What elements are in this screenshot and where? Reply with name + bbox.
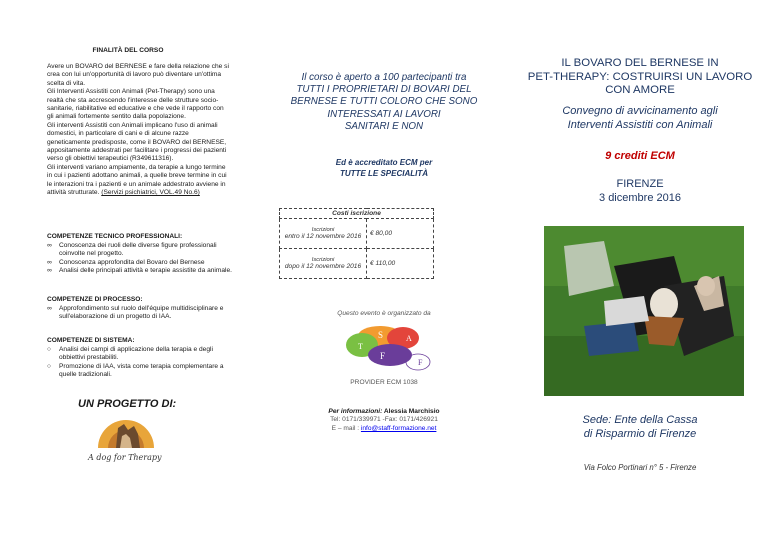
fees-header: Costi iscrizione (280, 209, 434, 219)
ecm-text (256, 157, 512, 179)
intro-text (47, 63, 234, 198)
list-item (47, 267, 237, 275)
dog-photo-image (544, 226, 744, 396)
system-list (47, 346, 237, 379)
fee-price: € 110,00 (367, 249, 434, 279)
intro-line: Avere un BOVARO del BERNESE e fare della relazione che si (47, 63, 229, 70)
participants-lines (256, 72, 512, 133)
intro-line: in cui i pazienti adottano animali, a quelle breve termine in cui (47, 172, 227, 180)
list-item-text: Promozione di IAA, vista come terapia complementare a quelle tradizionali. (59, 362, 224, 378)
city: FIRENZE (616, 178, 664, 190)
intro-line: geneticamente predisposte, come il BOVARO del BERNESE, (47, 138, 227, 146)
participants-line: Il corso è aperto a 100 partecipanti tra (301, 72, 467, 83)
list-item-text: Conoscenza dei ruoli delle diverse figure professionali coinvolte nel progetto. (59, 242, 217, 258)
venue-line: di Risparmio di Firenze (583, 427, 697, 440)
list-item (47, 305, 237, 322)
process-title: COMPETENZE DI PROCESSO: (47, 296, 143, 303)
participants-line: INTERESSATI AI LAVORI (327, 108, 441, 120)
event-subtitle (512, 105, 768, 132)
intro-line: crea con lui un'opportunità di lavoro può diventare un'ottima (47, 71, 222, 79)
course-aims-title: FINALITÀ DEL CORSO (92, 47, 164, 54)
list-item (47, 363, 237, 380)
participants-text (256, 72, 512, 133)
project-label: UN PROGETTO DI: (78, 398, 177, 410)
venue (512, 414, 768, 441)
intro-line: gli animali fortemente sentito dalla popolazione. (47, 113, 186, 121)
info-label: Per informazioni: (328, 408, 383, 415)
intro-line: sanitarie, riabilitative ed educative e che vede il rapporto con (47, 105, 224, 113)
organized-by: Questo evento è organizzato da (337, 310, 431, 317)
participants-line: SANITARI E NON (344, 120, 424, 132)
logo-letter: F (418, 358, 423, 367)
bullet-icon: ∞ (47, 242, 52, 249)
list-item-text: Approfondimento sul ruolo dell'équipe multidisciplinare e sull'elaborazione di un progetto di IAA. (59, 305, 224, 321)
tech-list (47, 242, 237, 275)
participants-line: TUTTI I PROPRIETARI DI BOVARI DEL (296, 84, 472, 96)
intro-lines (47, 63, 234, 198)
intro-line: domestici, in particolare di cani e di alcune razze (47, 130, 189, 138)
logo-letter: A (406, 334, 412, 343)
intro-line: Gli interventi Assistiti con Animali implicano l'uso di animali (47, 121, 218, 129)
title-line: PET-THERAPY: COSTRUIRSI UN LAVORO (527, 70, 753, 83)
title-lines (512, 57, 768, 98)
logo-letter: F (380, 351, 386, 361)
email-line (256, 425, 512, 433)
bullet-icon: ∞ (47, 305, 52, 312)
participants-line: BERNESE E TUTTI COLORO CHE SONO (290, 96, 478, 108)
bullet-icon: ∞ (47, 258, 52, 266)
subtitle-line: Convegno di avvicinamento agli (562, 105, 718, 117)
fee-label-top: Iscrizioni (311, 227, 335, 233)
title-line: IL BOVARO DEL BERNESE IN (561, 57, 719, 69)
fee-label: dopo il 12 novembre 2016 (284, 263, 362, 270)
intro-line: realtà che sta accrescendo l'interesse delle strutture socio- (47, 96, 219, 104)
logo-text: A dog for Therapy (88, 453, 162, 462)
dog-logo-icon (94, 410, 158, 450)
staff-logo-icon (340, 323, 440, 371)
subtitle-lines (512, 105, 768, 132)
fee-label: entro il 12 novembre 2016 (284, 233, 362, 240)
intro-reference: (Servizi psichiatrici, VOL.49 No.6) (101, 189, 200, 197)
venue-line: Sede: Ente della Cassa (582, 414, 698, 426)
fee-price: € 80,00 (367, 219, 434, 249)
list-item-text: Analisi delle principali attività e terapie assistite da animale. (59, 266, 232, 274)
email-label: E – mail : (331, 424, 361, 432)
fee-row (280, 249, 434, 279)
contact-block (256, 408, 512, 433)
intro-line: scelta di vita. (47, 79, 86, 87)
phone: Tel: 0171/339971 -Fax: 0171/426921 (330, 416, 438, 424)
bullet-icon: ○ (47, 362, 51, 370)
intro-line: Gli interventi variano ampiamente, da terapie a lungo termine (47, 163, 226, 171)
fee-label-cell (280, 219, 367, 249)
process-list (47, 305, 237, 322)
intro-line: Gli Interventi Assistiti con Animali (Pet-Therapy) sono una (47, 88, 215, 96)
venue-lines (512, 414, 768, 441)
system-title: COMPETENZE DI SISTEMA: (47, 337, 135, 344)
title-line: CON AMORE (605, 84, 675, 96)
fee-label-top: Iscrizioni (311, 257, 335, 263)
logo-letter: S (378, 330, 384, 340)
intro-line: le interazioni tra i pazienti e un animale addestrato avviene in (47, 180, 226, 188)
list-item (47, 259, 237, 267)
logo-letter: T (358, 342, 363, 351)
bullet-icon: ○ (47, 346, 51, 353)
subtitle-line: Interventi Assistiti con Animali (567, 118, 713, 131)
list-item (47, 242, 237, 259)
intro-line: appositamente addestrati per facilitare i progressi dei pazienti (47, 147, 227, 155)
dog-photo (544, 226, 744, 396)
fee-label-cell (280, 249, 367, 279)
fee-row (280, 219, 434, 249)
list-item-text: Conoscenza approfondita del Bovaro del Bernese (59, 258, 205, 266)
info-line (256, 408, 512, 416)
bullet-icon: ∞ (47, 266, 52, 274)
provider: PROVIDER ECM 1038 (350, 379, 418, 386)
event-date: 3 dicembre 2016 (599, 192, 681, 204)
event-title (512, 57, 768, 98)
info-name: Alessia Marchisio (382, 408, 440, 415)
tech-title: COMPETENZE TECNICO PROFESSIONALI: (47, 233, 183, 240)
ecm-line1: Ed è accreditato ECM per (335, 158, 433, 167)
intro-line: verso gli obiettivi terapeutici (R349611316). (47, 155, 174, 163)
left-panel (0, 0, 256, 543)
ecm-line2: TUTTE LE SPECIALITÀ (340, 169, 428, 178)
fees-table (279, 208, 434, 279)
intro-line: attività strutturate. (Servizi psichiatrici, VOL.49 No.6) (47, 189, 200, 197)
credits: 9 crediti ECM (605, 150, 675, 162)
address: Via Folco Portinari n° 5 - Firenze (583, 463, 697, 472)
email-link[interactable]: info@staff-formazione.net (360, 424, 437, 432)
list-item-text: Analisi dei campi di applicazione della terapia e degli obbiettivi prestabiliti. (59, 346, 213, 362)
list-item (47, 346, 237, 363)
